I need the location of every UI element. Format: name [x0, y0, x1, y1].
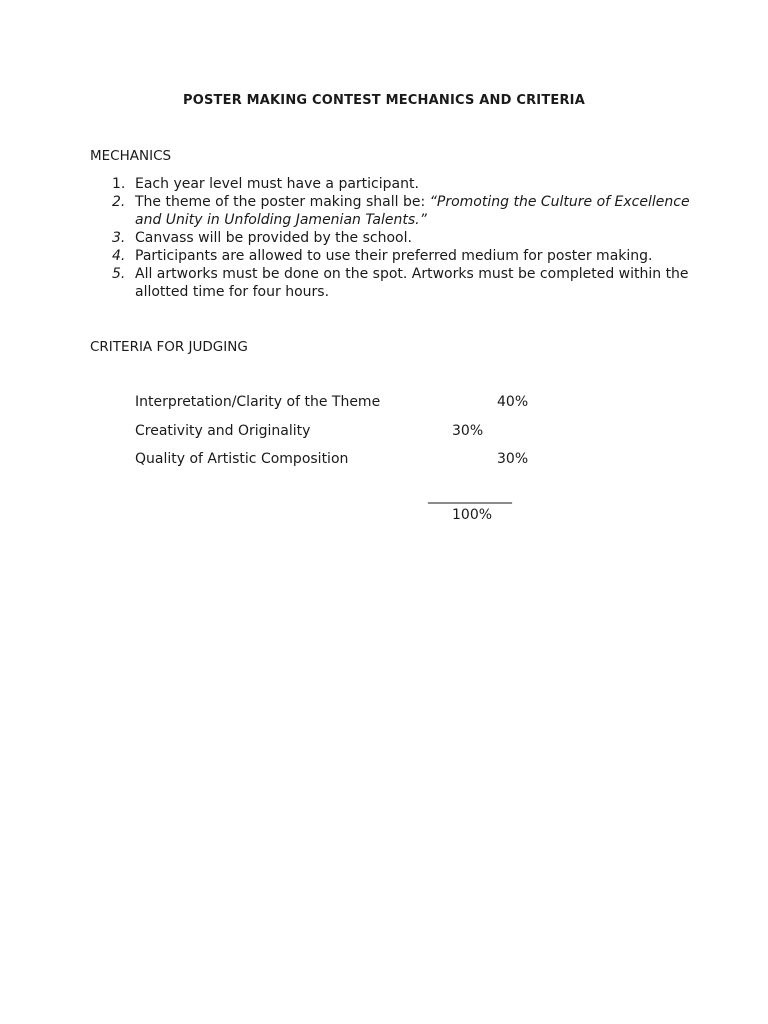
list-item: [90, 229, 690, 247]
document-title: POSTER MAKING CONTEST MECHANICS AND CRITERIA: [183, 93, 585, 108]
criteria-percent: 30%: [452, 423, 484, 439]
mechanics-heading: MECHANICS: [90, 148, 172, 164]
item-text: Each year level must have a participant.: [135, 176, 419, 192]
mechanics-list: [90, 175, 690, 301]
list-item: [90, 193, 690, 229]
total-separator: ____________: [428, 488, 512, 504]
criteria-percent: 40%: [497, 394, 529, 410]
criteria-label: Quality of Artistic Composition: [135, 451, 349, 467]
theme-text: “Promoting the Culture of Excellence and Unity in Unfolding Jamenian Talents.”: [135, 194, 690, 228]
criteria-label: Creativity and Originality: [135, 423, 311, 439]
item-text: The theme of the poster making shall be:: [135, 194, 430, 210]
criteria-label: Interpretation/Clarity of the Theme: [135, 394, 381, 410]
item-number: 3.: [112, 230, 126, 246]
item-number: 1.: [112, 176, 126, 192]
list-item: [90, 265, 690, 301]
item-number: 5.: [112, 266, 126, 282]
item-number: 2.: [112, 194, 126, 210]
criteria-heading: CRITERIA FOR JUDGING: [90, 339, 248, 355]
item-text: Canvass will be provided by the school.: [135, 230, 412, 246]
total-percent: 100%: [452, 507, 493, 523]
list-item: [90, 247, 690, 265]
criteria-percent: 30%: [497, 451, 529, 467]
list-item: [90, 175, 690, 193]
item-number: 4.: [112, 248, 126, 264]
item-text: Participants are allowed to use their preferred medium for poster making.: [135, 248, 653, 264]
item-text: All artworks must be done on the spot. Artworks must be completed within the allotted time for four hours.: [135, 266, 689, 300]
